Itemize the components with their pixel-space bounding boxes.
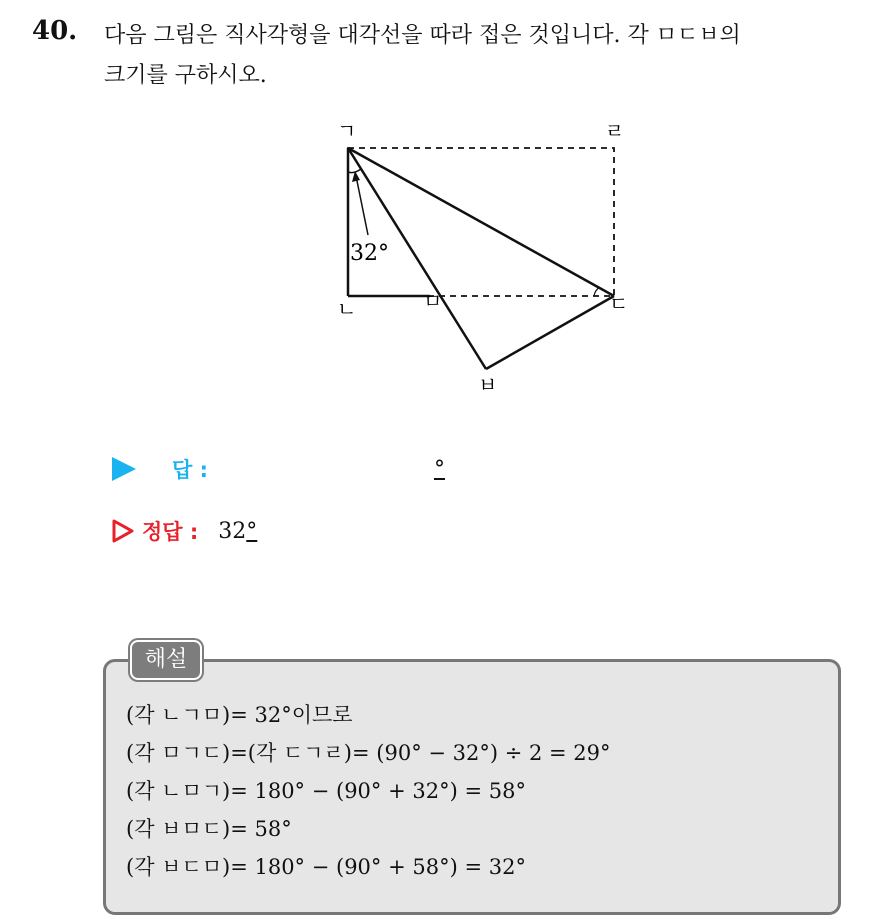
angle-arc-32 xyxy=(348,169,361,173)
vertex-label-f: ㅂ xyxy=(478,373,498,397)
correct-label: 정답 : xyxy=(142,520,199,544)
solution-line: (각 ㄴㅁㄱ)= 180° − (90° + 32°) = 58° xyxy=(126,779,526,803)
fold-edge-f-c xyxy=(486,296,614,369)
correct-marker-icon xyxy=(112,519,134,543)
correct-answer-row xyxy=(112,516,257,546)
question-number: 40. xyxy=(32,16,78,46)
question-text xyxy=(104,16,874,96)
solution-title: 해설 xyxy=(130,640,202,680)
question-line-2: 크기를 구하시오. xyxy=(104,63,267,88)
vertex-label-a: ㄱ xyxy=(337,119,357,143)
answer-blank[interactable]: ° xyxy=(434,456,445,482)
diagonal xyxy=(348,148,614,296)
correct-value: 32 xyxy=(218,518,247,544)
answer-marker-icon xyxy=(112,457,136,481)
angle-label-32: 32° xyxy=(350,241,389,266)
solution-line: (각 ㄴㄱㅁ)= 32°이므로 xyxy=(126,703,353,727)
vertex-label-b: ㄴ xyxy=(337,297,357,321)
vertex-label-d: ㄹ xyxy=(605,119,625,143)
solution-line: (각 ㅁㄱㄷ)=(각 ㄷㄱㄹ)= (90° − 32°) ÷ 2 = 29° xyxy=(126,741,611,765)
solution-line: (각 ㅂㅁㄷ)= 58° xyxy=(126,817,292,841)
vertex-label-e: ㅁ xyxy=(423,289,443,313)
correct-unit: ° xyxy=(246,518,258,544)
answer-label: 답 : xyxy=(172,458,208,482)
question-line-1: 다음 그림은 직사각형을 대각선을 따라 접은 것입니다. 각 ㅁㄷㅂ의 xyxy=(104,23,741,48)
answer-row xyxy=(112,454,445,484)
solution-line: (각 ㅂㄷㅁ)= 180° − (90° + 58°) = 32° xyxy=(126,855,526,879)
folded-rectangle-figure xyxy=(320,110,660,400)
solution-lines xyxy=(126,696,611,886)
angle-arrow-line xyxy=(356,176,368,235)
vertex-label-c: ㄷ xyxy=(609,292,629,316)
